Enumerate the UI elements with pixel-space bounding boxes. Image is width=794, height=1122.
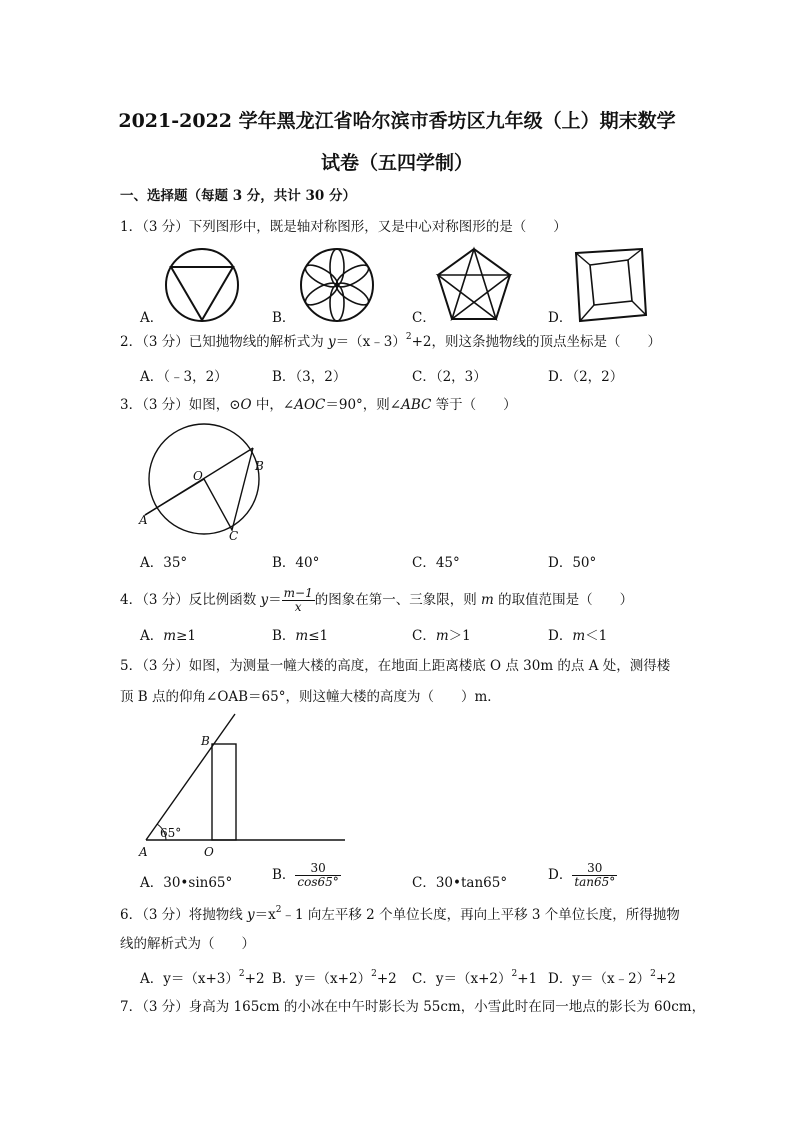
q6-stem-line1: 6．（3 分）将抛物线 $y=x^2﹣1$ 向左平移 2 个单位长度，再向上平移 3 个单位长度，所得抛物	[120, 905, 680, 923]
q4-eq: ＝	[268, 592, 282, 608]
q5-option-d: D． $\frac{30}{\tan 65^\circ}$	[548, 861, 616, 889]
q4-var-y: y	[260, 592, 269, 608]
q5-label-angle: 65°	[160, 826, 182, 840]
q1-option-d: D．	[548, 310, 573, 326]
q2-option-d: D．（2，2）	[548, 369, 624, 385]
q5-option-b: B． $\frac{30}{\cos 65^\circ}$	[272, 861, 339, 889]
q2-option-a: A．（﹣3，2）	[140, 369, 228, 385]
q2-exponent: 2	[405, 332, 412, 342]
q5-option-a: A．30•sin65°	[140, 875, 233, 891]
q1-figure-b-flower	[297, 245, 377, 325]
q3-label-b: B	[255, 459, 264, 473]
section-heading: 一、选择题（每题 3 分，共计 30 分）	[120, 188, 356, 204]
q5-stem-line2: 顶 B 点的仰角∠OAB＝65°，则这幢大楼的高度为（ ）m．	[120, 689, 501, 705]
q2-stem	[120, 333, 661, 351]
q2-prefix: 2．（3 分）已知抛物线的解析式为	[120, 334, 329, 350]
doc-title-line1: 2021-2022 学年黑龙江省哈尔滨市香坊区九年级（上）期末数学	[118, 110, 676, 132]
q4-suffix2: 的取值范围是（ ）	[493, 592, 634, 608]
q1-figure-c-pentagon-star	[434, 245, 514, 325]
q6-option-d: D．y＝（x﹣2）$^2$+2	[548, 969, 676, 987]
q5-label-a: A	[139, 845, 148, 859]
q2-suffix: +2，则这条抛物线的顶点坐标是（ ）	[411, 334, 661, 350]
q2-option-b: B．（3，2）	[272, 369, 347, 385]
q7-stem-line1: 7．（3 分）身高为 165cm 的小冰在中午时影长为 55cm，小雪此时在同一地点的影长为 60cm，	[120, 999, 706, 1015]
q5-label-o: O	[204, 845, 214, 859]
q3-stem-part4: 等于（ ）	[431, 397, 517, 413]
q3-label-c: C	[229, 529, 239, 543]
q6-option-c: C．$y=(x+2)^2+1$	[412, 969, 538, 987]
q2-var-y: y	[328, 334, 336, 350]
q3-stem-aoc: AOC	[294, 397, 326, 413]
q4-option-d: D．m＜1	[548, 628, 608, 644]
q3-stem-abc: ABC	[401, 397, 432, 413]
q4-fraction-num: m−1	[283, 586, 313, 600]
q3-stem-o: O	[240, 397, 252, 413]
q1-option-b: B．	[272, 310, 296, 326]
q3-option-b: B．40°	[272, 555, 320, 571]
q3-circle-figure	[135, 422, 285, 547]
q6-stem-line2: 线的解析式为（ ）	[120, 936, 255, 952]
q3-option-d: D．50°	[548, 555, 597, 571]
q1-figure-a-circle-triangle	[162, 245, 242, 325]
q3-stem	[120, 396, 517, 414]
q4-stem	[120, 587, 633, 614]
q1-option-a: A．	[140, 310, 164, 326]
q3-option-a: A．35°	[140, 555, 188, 571]
q6-option-a: A．$y=(x+3)^2+2$	[140, 969, 265, 987]
q4-fraction-den: x	[294, 600, 302, 614]
q3-stem-part2: 中，∠	[251, 397, 295, 413]
q4-option-c: C．m＞1	[412, 628, 471, 644]
q3-stem-part3: ＝90°，则∠	[325, 397, 402, 413]
q3-stem-part1: 3．（3 分）如图，⊙	[120, 397, 241, 413]
q6-option-b: B．$y=(x+2)^2+2$	[272, 969, 397, 987]
q1-stem: 1．（3 分）下列图形中，既是轴对称图形，又是中心对称图形的是（ ）	[120, 219, 567, 235]
q5-option-c: C．30•tan65°	[412, 875, 508, 891]
doc-title-line2: 试卷（五四学制）	[320, 152, 473, 174]
q4-option-b: B．m≤1	[272, 628, 329, 644]
q3-label-o: O	[193, 469, 203, 483]
q4-prefix: 4．（3 分）反比例函数	[120, 592, 261, 608]
q5-label-b: B	[201, 734, 210, 748]
q2-formula: ＝（x﹣3）	[335, 334, 406, 350]
q4-suffix: 的图象在第一、三象限，则	[314, 592, 482, 608]
q5-stem-line1: 5．（3 分）如图，为测量一幢大楼的高度，在地面上距离楼底 O 点 30m 的点 A 处，测得楼	[120, 658, 671, 674]
q1-figure-d-squares	[570, 245, 650, 325]
q4-var-m: m	[481, 592, 494, 608]
q3-label-a: A	[139, 513, 148, 527]
q2-option-c: C．（2，3）	[412, 369, 487, 385]
q4-fraction	[282, 587, 315, 614]
q3-option-c: C．45°	[412, 555, 460, 571]
q4-option-a: A．m≥1	[140, 628, 196, 644]
q1-option-c: C．	[412, 310, 436, 326]
